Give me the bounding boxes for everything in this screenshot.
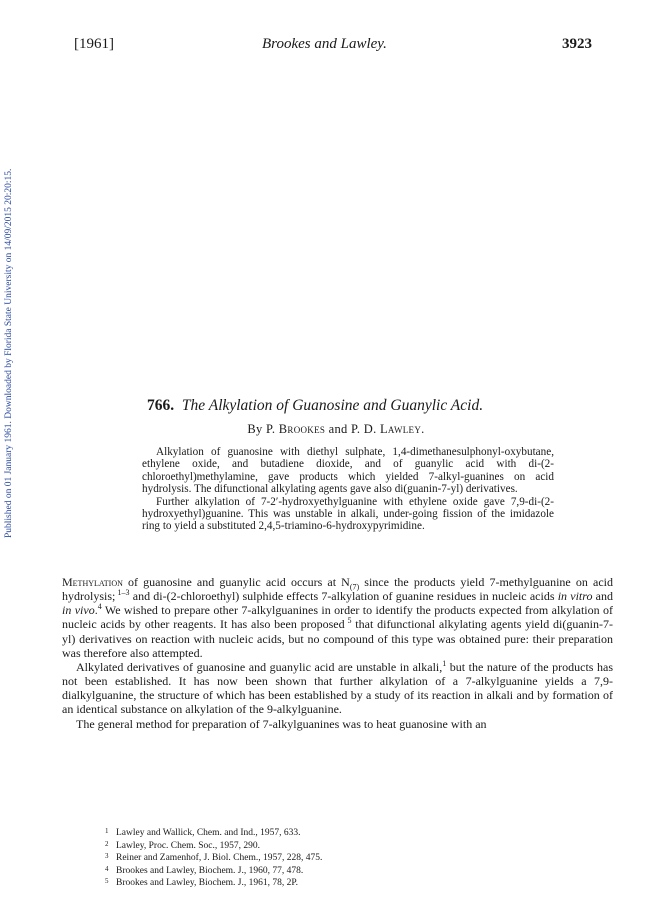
footnotes (105, 826, 525, 889)
header-year: [1961] (74, 36, 114, 52)
header-authors: Brookes and Lawley. (262, 36, 387, 52)
text-run: of guanosine and guanylic acid occurs at N (122, 575, 350, 589)
byline (0, 422, 672, 437)
abstract-paragraph-1: Alkylation of guanosine with diethyl sulphate, 1,4-dimethanesulphonyl-oxybutane, ethylene oxide, and butadiene dioxide, and of guanylic acid with di-(2-chloroethyl)methylamine, gave products which yielded 7-alkyl-guanines on acid hydrolysis. The difunctional alkylating agents gave also di(guanin-7-yl) derivatives. (142, 446, 554, 496)
body-paragraph-3: The general method for preparation of 7-alkylguanines was to heat guanosine with an (76, 716, 487, 731)
italic-term: in vitro (557, 589, 593, 604)
footnote-text: Brookes and Lawley, Biochem. J., 1961, 78, 2P. (116, 878, 298, 889)
article-title-text: The Alkylation of Guanosine and Guanylic Acid. (181, 397, 484, 414)
download-watermark[interactable]: Published on 01 January 1961. Downloaded by Florida State University on 14/09/2015 20:20:15. (4, 168, 14, 538)
abstract-paragraph-2: Further alkylation of 7-2′-hydroxyethylguanine with ethylene oxide gave 7,9-di-(2-hydroxyethyl)guanine. This was unstable in alkali, under-going fission of the imidazole ring to yield a substituted 2,4,5-triamino-6-hydroxypyrimidine. (142, 495, 554, 533)
article-number: 766. (147, 397, 175, 414)
footnote (105, 839, 525, 852)
footnote-number: 4 (105, 864, 109, 873)
footnote-text: Brookes and Lawley, Biochem. J., 1960, 77, 478. (116, 865, 304, 876)
byline-by: By (247, 422, 263, 436)
text-run: and (592, 589, 614, 604)
body-paragraph-2 (62, 660, 613, 717)
text-run: since the products yield 7-methylguanine on acid hydrolysis; (62, 575, 613, 604)
footnote (105, 876, 525, 889)
body-text (62, 575, 613, 731)
byline-and: and (328, 422, 348, 436)
text-run: and di-(2-chloroethyl) sulphide effects 7-alkylation of guanine residues in nucleic acids (129, 589, 558, 604)
footnote (105, 851, 525, 864)
text-run: that difunctional alkylating agents yield di(guanin-7-yl) derivatives on reaction with nucleic acids, but no compound of this type was obtained pure: their preparation was therefore also attempted. (62, 617, 613, 660)
abstract (142, 446, 554, 533)
footnote-text: Lawley and Wallick, Chem. and Ind., 1957, 633. (116, 828, 301, 838)
author-1: P. Brookes (266, 422, 326, 436)
footnote (105, 864, 525, 877)
citation-ref[interactable]: 1–3 (115, 588, 130, 598)
text-run: . (94, 603, 98, 618)
lead-word: Methylation (62, 575, 123, 589)
footnote-text: Lawley, Proc. Chem. Soc., 1957, 290. (116, 840, 260, 851)
footnote-number: 5 (105, 877, 109, 886)
citation-ref[interactable]: 4 (97, 602, 102, 612)
footnote-number: 3 (105, 852, 109, 861)
citation-ref[interactable]: 1 (442, 658, 447, 668)
footnote-number: 2 (105, 839, 109, 848)
text-run: We wished to prepare other 7-alkylguanines in order to identify the products expected from alkylation of nucleic acids by other reagents. It has also been proposed (62, 603, 613, 632)
footnote-text: Reiner and Zamenhof, J. Biol. Chem., 1957, 228, 475. (116, 853, 323, 864)
article-title (147, 397, 587, 415)
footnote (105, 826, 525, 839)
text-run: Alkylated derivatives of guanosine and guanylic acid are unstable in alkali, (76, 659, 443, 674)
body-paragraph-1 (62, 575, 613, 660)
header-page-number: 3923 (562, 36, 592, 52)
author-2: P. D. Lawley. (351, 422, 425, 436)
citation-ref[interactable]: 5 (344, 616, 352, 626)
italic-term: in vivo (62, 603, 95, 618)
text-run: but the nature of the products has not been established. It has now been shown that further alkylation of a 7-alkylguanine yields a 7,9-dialkylguanine, the structure of which has been established by a study of its reaction in alkali and by formation of an identical substance on alkylation of the 9-alkylguanine. (62, 659, 613, 717)
subscript: (7) (349, 582, 360, 592)
footnote-number: 1 (105, 827, 109, 835)
